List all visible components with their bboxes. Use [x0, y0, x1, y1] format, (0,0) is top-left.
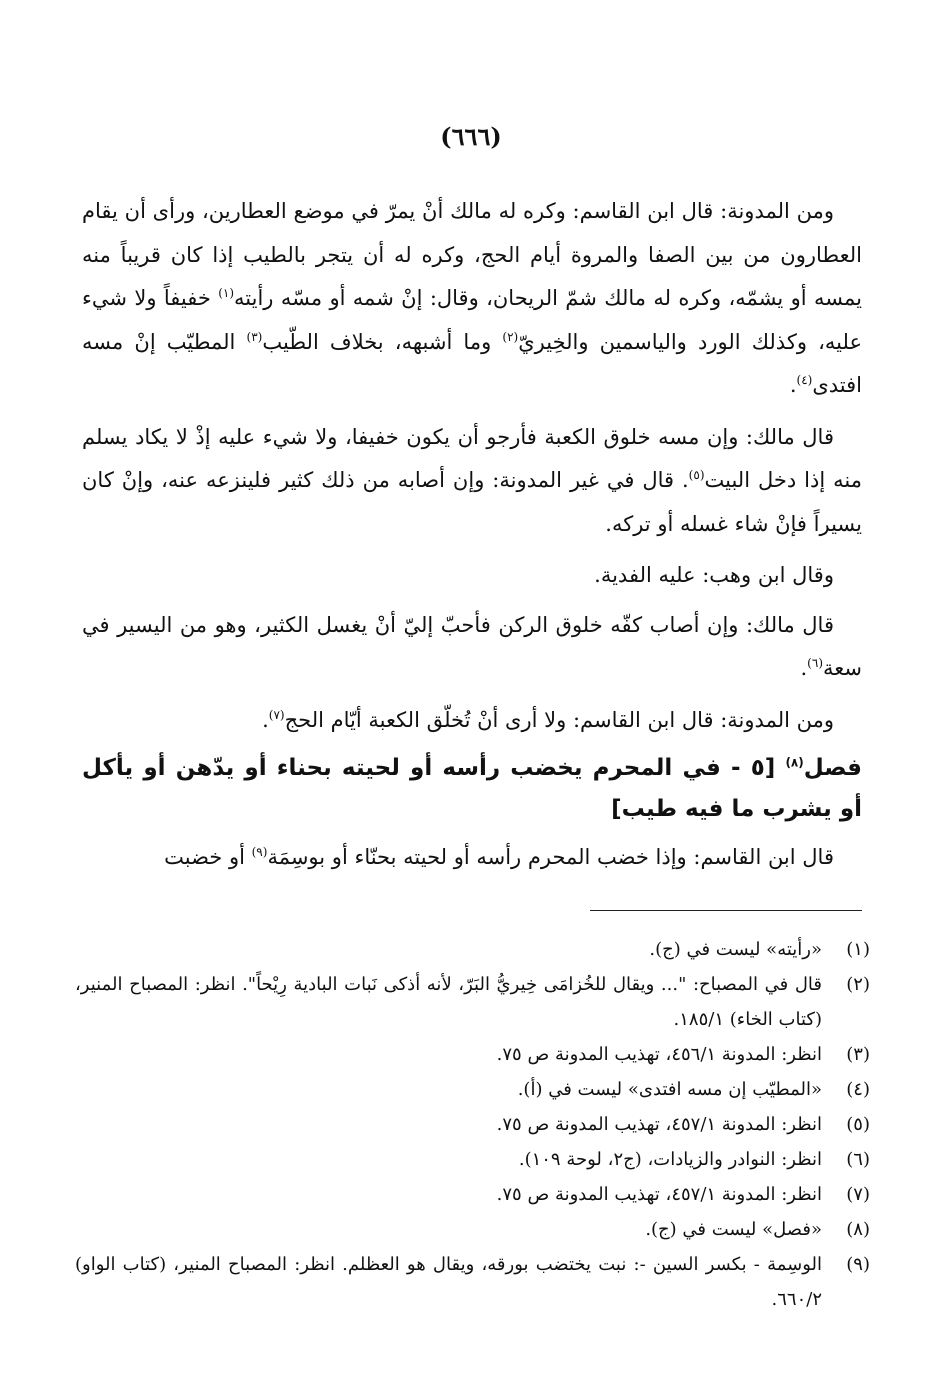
- footnote-marker: (٩): [251, 845, 268, 859]
- footnote: [75, 1107, 870, 1142]
- text-run: [٥ - في المحرم يخضب رأسه أو لحيته بحناء أو يدّهن أو يأكل أو يشرب ما فيه طيب]: [82, 755, 862, 822]
- footnote-marker: (١): [218, 286, 235, 300]
- footnote-text: انظر: النوادر والزيادات، (ج٢، لوحة ١٠٩).: [518, 1149, 822, 1170]
- text-run: . قال في غير المدونة: وإن أصابه من ذلك كثير فلينزعه عنه، وإنْ كان يسيراً فإنْ شاء غسله أو تركه.: [82, 468, 862, 536]
- text-run: ومن المدونة: قال ابن القاسم: ولا أرى أنْ تُخلّق الكعبة أيّام الحج: [284, 707, 834, 732]
- footnote-number: (٣): [846, 1044, 870, 1065]
- footnote-text: انظر: المدونة ٤٥٧/١، تهذيب المدونة ص ٧٥.: [496, 1114, 822, 1135]
- text-run: وقال ابن وهب: عليه الفدية.: [594, 563, 834, 587]
- footnote-text: انظر: المدونة ٤٥٧/١، تهذيب المدونة ص ٧٥.: [496, 1184, 822, 1205]
- paragraph: [82, 416, 862, 547]
- text-run: أو خضبت: [164, 845, 252, 869]
- footnote-text: «المطيّب إن مسه افتدى» ليست في (أ).: [517, 1079, 822, 1100]
- text-run: .: [789, 373, 797, 397]
- text-run: ومن المدونة: قال ابن القاسم: وكره له مالك أنْ يمرّ في موضع العطارين، ورأى أن يقام العطارون من بين الصفا والمروة أيام الحج، وكره له أن يتجر بالطيب إذا كان قريباً منه يمسه أو يشمّه، وكره له مالك شمّ الريحان، وقال: إنْ شمه أو مسّه رأيته: [82, 199, 862, 310]
- footnote-marker: (٥): [688, 468, 705, 482]
- footnote: [75, 1142, 870, 1177]
- footnote: [75, 932, 870, 967]
- section-heading: [82, 748, 862, 830]
- footnote: [75, 1177, 870, 1212]
- footnote-marker: (٦): [807, 656, 823, 670]
- footnote-number: (٨): [846, 1219, 870, 1240]
- paragraph: [82, 699, 862, 743]
- footnote-separator: [590, 910, 862, 911]
- footnote-number: (٥): [846, 1114, 870, 1135]
- footnote: [75, 1037, 870, 1072]
- footnote-number: (٤): [846, 1079, 870, 1100]
- last-paragraph: [82, 836, 862, 880]
- main-text: [82, 190, 862, 888]
- footnote-number: (٢): [846, 974, 870, 995]
- footnote: [75, 1247, 870, 1317]
- footnote-number: (١): [846, 939, 870, 960]
- page-number: (٦٦٦): [440, 122, 502, 151]
- text-run: قال مالك: وإن مسه خلوق الكعبة فأرجو أن يكون خفيفا، ولا شيء عليه إذْ لا يكاد يسلم منه إذا دخل البيت: [82, 424, 863, 492]
- footnote-text: «فصل» ليست في (ج).: [645, 1219, 822, 1240]
- footnote-text: انظر: المدونة ٤٥٦/١، تهذيب المدونة ص ٧٥.: [496, 1044, 822, 1065]
- text-run: فصل: [803, 755, 862, 781]
- text-run: قال ابن القاسم: وإذا خضب المحرم رأسه أو لحيته بحنّاء أو بوسِمَة: [267, 845, 834, 869]
- text-run: خفيفاً ولا شيء عليه، وكذلك الورد والياسمين والخِيريّ: [82, 286, 862, 354]
- text-run: .: [262, 707, 269, 732]
- footnote: [75, 967, 870, 1037]
- footnote: [75, 1212, 870, 1247]
- footnote-marker: (٨): [785, 755, 804, 770]
- footnote: [75, 1072, 870, 1107]
- footnote-marker: (٣): [246, 329, 263, 344]
- footnote-marker: (٤): [796, 373, 813, 387]
- footnote-marker: (٢): [502, 329, 519, 344]
- footnote-text: قال في المصباح: "... ويقال للخُزامَى خِيريُّ البَرّ، لأنه أذكى نَبات البادية رِيْحاً". انظر: المصباح المنير، (كتاب الخاء) ١٨٥/١.: [75, 974, 822, 1030]
- paragraph: [82, 190, 862, 408]
- paragraph: [82, 554, 862, 598]
- text-run: .: [800, 656, 808, 680]
- text-run: وما أشبهه، بخلاف الطّيب: [262, 329, 503, 354]
- text-run: المطيّب إنْ مسه افتدى: [82, 329, 862, 397]
- footnote-number: (٧): [846, 1184, 870, 1205]
- text-run: قال مالك: وإن أصاب كفّه خلوق الركن فأحبّ إليّ أنْ يغسل الكثير، وهو من اليسير في سعة: [82, 612, 862, 680]
- paragraph: [82, 604, 862, 691]
- footnote-number: (٦): [846, 1149, 870, 1170]
- footnote-text: «رأيته» ليست في (ج).: [649, 939, 822, 960]
- footnote-text: الوسِمة - بكسر السين -: نبت يختضب بورقه، ويقال هو العظلم. انظر: المصباح المنير، (كتاب الواو) ٦٦٠/٢.: [75, 1254, 822, 1310]
- footnotes: [75, 932, 870, 1317]
- footnote-number: (٩): [846, 1254, 870, 1275]
- footnote-marker: (٧): [268, 707, 285, 722]
